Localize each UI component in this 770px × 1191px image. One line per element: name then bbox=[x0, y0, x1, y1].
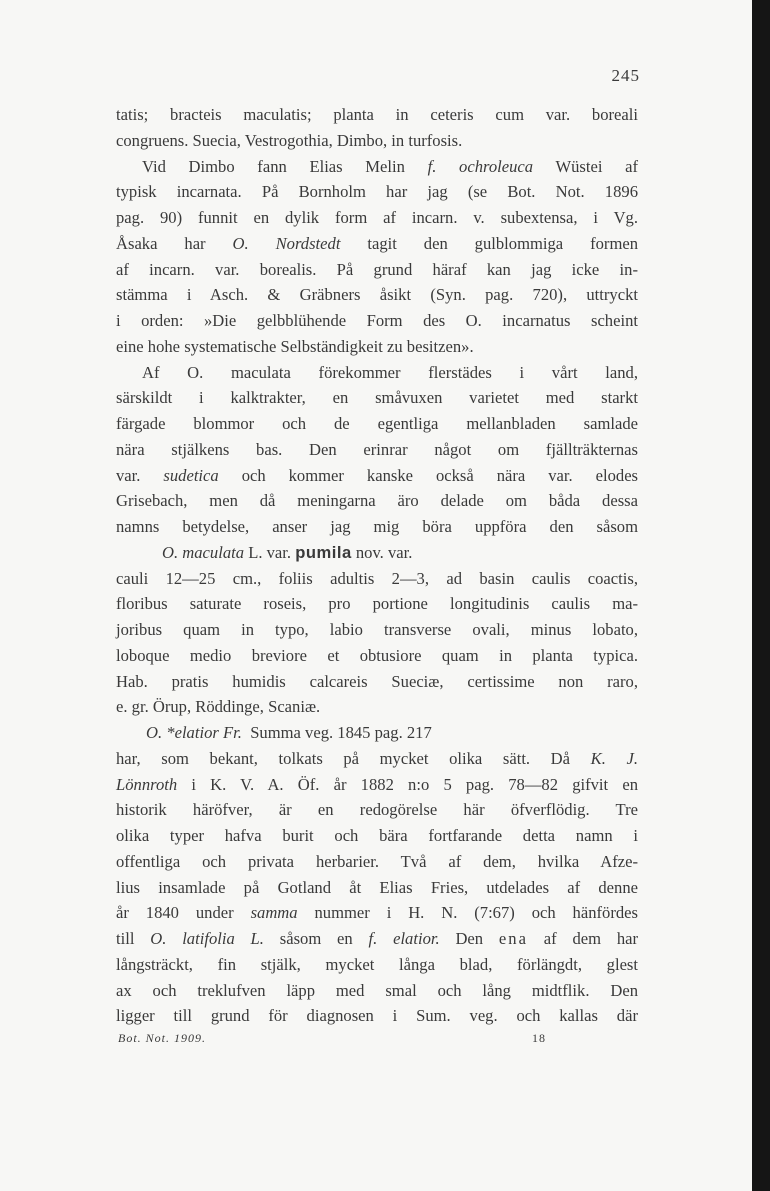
text-line: offentliga och privata herbarier. Två af dem, hvilka Afze- bbox=[116, 851, 638, 871]
text-line: Åsaka har O. Nordstedt tagit den gulblommiga formen bbox=[116, 233, 639, 253]
text-line: var. sudetica och kommer kanske också nära var. elodes bbox=[116, 465, 639, 485]
text-line: särskildt i kalktrakter, en småvuxen varietet med starkt bbox=[116, 388, 638, 408]
italic-term: samma bbox=[250, 903, 298, 923]
text-line: floribus saturate roseis, pro portione longitudinis caulis ma- bbox=[116, 594, 638, 614]
text-line: färgade blommor och de egentliga mellanbladen samlade bbox=[116, 414, 638, 433]
text-line: Hab. pratis humidis calcareis Sueciæ, certissime non raro, bbox=[116, 671, 638, 691]
italic-term: O. Nordstedt bbox=[232, 233, 341, 253]
text-line: loboque medio breviore et obtusiore quam in planta typica. bbox=[116, 645, 638, 665]
scan-edge bbox=[752, 0, 770, 1191]
text-line: långsträckt, fin stjälk, mycket långa blad, förlängdt, glest bbox=[116, 954, 638, 974]
text-line: e. gr. Örup, Röddinge, Scaniæ. bbox=[116, 697, 321, 717]
italic-term: O. *elatior Fr. bbox=[146, 723, 242, 742]
italic-term: f. ochroleuca bbox=[427, 156, 534, 176]
italic-term: f. elatior. bbox=[368, 929, 440, 948]
journal-signature: Bot. Not. 1909. bbox=[118, 1031, 207, 1045]
text-line: namns betydelse, anser jag mig böra uppföra den såsom bbox=[116, 517, 638, 536]
text-line: Grisebach, men då meningarna äro delade om båda dessa bbox=[116, 491, 638, 511]
text-line: år 1840 under samma nummer i H. N. (7:67) och hänfördes bbox=[116, 903, 638, 923]
text-line: ligger till grund för diagnosen i Sum. veg. och kallas där bbox=[116, 1006, 638, 1026]
text-line: joribus quam in typo, labio transverse ovali, minus lobato, bbox=[116, 620, 638, 639]
italic-term: Lönnroth bbox=[116, 774, 178, 794]
text-line: i orden: »Die gelbblühende Form des O. incarnatus scheint bbox=[116, 311, 638, 330]
text-line: tatis; bracteis maculatis; planta in ceteris cum var. boreali bbox=[116, 105, 638, 124]
text-line: lius insamlade på Gotland åt Elias Fries, utdelades af denne bbox=[116, 877, 638, 897]
text-line: nära stjälkens bas. Den erinrar något om fjällträkternas bbox=[116, 439, 638, 459]
text-line: historik häröfver, är en redogörelse här öfverflödig. Tre bbox=[116, 800, 638, 820]
text-line: till O. latifolia L. såsom en f. elatior. Den ena af dem har bbox=[116, 929, 639, 948]
variety-heading: O. maculata L. var. pumila nov. var. bbox=[162, 542, 413, 562]
italic-term: sudetica bbox=[163, 465, 219, 485]
text-line: typisk incarnata. På Bornholm har jag (se Bot. Not. 1896 bbox=[116, 182, 638, 202]
text-line: ax och treklufven läpp med smal och lång midtflik. Den bbox=[116, 980, 638, 1000]
variety-name: pumila bbox=[295, 542, 352, 562]
text-line: af incarn. var. borealis. På grund häraf kan jag icke in- bbox=[116, 259, 638, 279]
text-line: O. *elatior Fr. Summa veg. 1845 pag. 217 bbox=[146, 723, 432, 742]
text-line: Af O. maculata förekommer flerstädes i vårt land, bbox=[142, 362, 638, 382]
text-line: eine hohe systematische Selbständigkeit zu besitzen». bbox=[116, 336, 474, 356]
text-line: har, som bekant, tolkats på mycket olika sätt. Då K. J. bbox=[116, 748, 638, 768]
text-line: pag. 90) funnit en dylik form af incarn. v. subextensa, i Vg. bbox=[116, 208, 638, 227]
text-line: Vid Dimbo fann Elias Melin f. ochroleuca Wüstei af bbox=[142, 156, 638, 176]
page-number: 245 bbox=[611, 66, 640, 85]
text-line: stämma i Asch. & Gräbners åsikt (Syn. pag. 720), uttryckt bbox=[116, 285, 638, 305]
spaced-word: ena bbox=[498, 929, 528, 948]
text-line: olika typer hafva burit och bära fortfarande detta namn i bbox=[116, 826, 638, 845]
text-line: Lönnroth i K. V. A. Öf. år 1882 n:o 5 pag. 78—82 gifvit en bbox=[116, 774, 638, 794]
italic-term: K. J. bbox=[590, 748, 638, 768]
italic-term: O. latifolia L. bbox=[150, 929, 264, 948]
text-line: cauli 12—25 cm., foliis adultis 2—3, ad basin caulis coactis, bbox=[116, 568, 638, 588]
sheet-number: 18 bbox=[532, 1031, 546, 1045]
body-text bbox=[116, 102, 638, 1029]
text-line: congruens. Suecia, Vestrogothia, Dimbo, in turfosis. bbox=[116, 130, 463, 150]
